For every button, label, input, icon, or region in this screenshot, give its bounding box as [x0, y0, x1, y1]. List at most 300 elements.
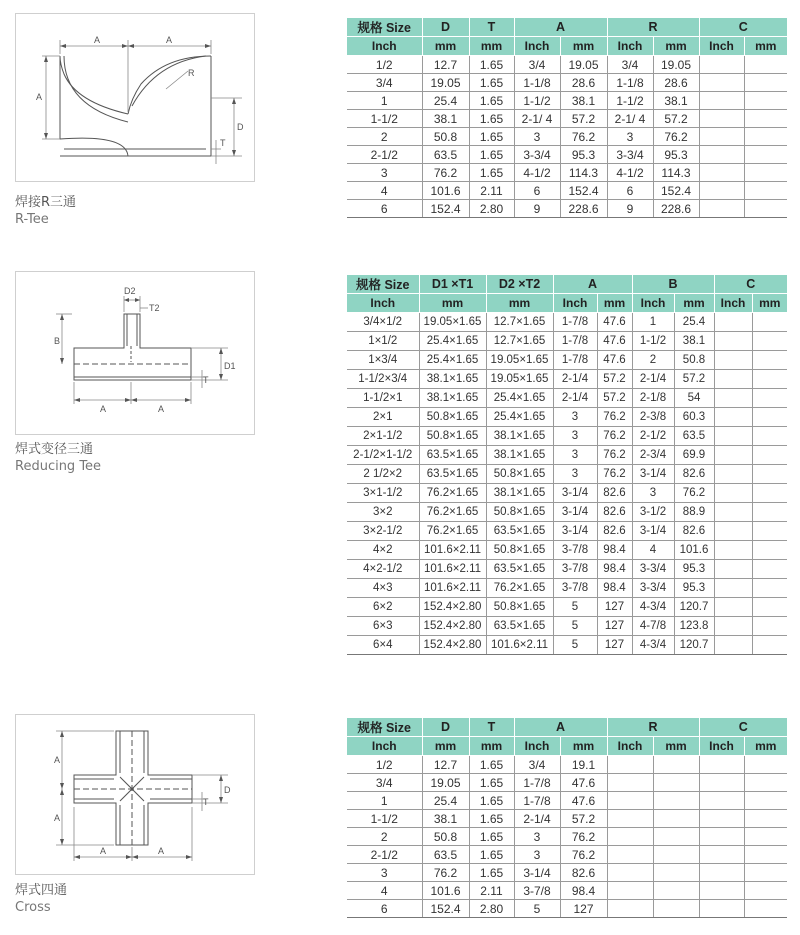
- table-cell: 2-1/4: [632, 370, 674, 389]
- table-cell: [744, 846, 787, 864]
- table-cell: [699, 810, 744, 828]
- table-cell: 6: [607, 182, 653, 200]
- dim-label-t: T: [220, 138, 226, 148]
- table-cell: 38.1×1.65: [486, 427, 553, 446]
- dim-label-r: R: [188, 68, 195, 78]
- header-a: A: [514, 18, 607, 37]
- table-row: [347, 598, 787, 617]
- dim-label-a4: A: [158, 846, 165, 856]
- unit-cell: Inch: [514, 737, 560, 756]
- table-cell: 152.4: [653, 182, 699, 200]
- table-row: [347, 389, 787, 408]
- dim-label-a2: A: [166, 35, 173, 45]
- table-cell: 19.1: [560, 756, 607, 774]
- table-cell: [653, 846, 699, 864]
- unit-cell: mm: [752, 294, 787, 313]
- table-cell: 1-1/2: [347, 810, 422, 828]
- table-cell: [714, 579, 752, 598]
- dim-label-d: D: [224, 785, 231, 795]
- table-cell: 2: [347, 128, 422, 146]
- header-d2t2: D2 ×T2: [486, 275, 553, 294]
- table-cell: [714, 351, 752, 370]
- table-cell: 114.3: [560, 164, 607, 182]
- unit-cell: mm: [744, 37, 787, 56]
- table-cell: 2 1/2×2: [347, 465, 419, 484]
- table-cell: 12.7: [422, 56, 469, 74]
- table-cell: 1-1/8: [607, 74, 653, 92]
- unit-cell: Inch: [347, 294, 419, 313]
- table-cell: 19.05: [422, 774, 469, 792]
- table-cell: 47.6: [597, 351, 632, 370]
- table-row: [347, 92, 787, 110]
- table-cell: 3-1/4: [553, 503, 597, 522]
- table-cell: 19.05×1.65: [419, 313, 486, 332]
- table-cell: 3/4: [347, 74, 422, 92]
- table-cell: [752, 636, 787, 655]
- table-cell: 2×1: [347, 408, 419, 427]
- table-cell: [744, 200, 787, 218]
- table-cell: 12.7×1.65: [486, 313, 553, 332]
- table-cell: [699, 56, 744, 74]
- table-row: [347, 182, 787, 200]
- table-cell: 3/4: [347, 774, 422, 792]
- header-r: R: [607, 718, 699, 737]
- r-tee-diagram: [15, 13, 255, 182]
- table-cell: 6×3: [347, 617, 419, 636]
- table-cell: 1.65: [469, 846, 514, 864]
- table-cell: [752, 541, 787, 560]
- table-row: [347, 846, 787, 864]
- table-cell: 1/2: [347, 56, 422, 74]
- table-cell: [714, 427, 752, 446]
- table-cell: 1-7/8: [514, 792, 560, 810]
- table-cell: 1-7/8: [553, 351, 597, 370]
- table-cell: 127: [597, 598, 632, 617]
- table-cell: 76.2: [597, 427, 632, 446]
- table-cell: 4-7/8: [632, 617, 674, 636]
- table-cell: 228.6: [653, 200, 699, 218]
- table-cell: 3/4: [607, 56, 653, 74]
- table-cell: 3×2: [347, 503, 419, 522]
- table-cell: 82.6: [597, 522, 632, 541]
- table-cell: 5: [553, 598, 597, 617]
- header-row: [347, 718, 787, 737]
- table-cell: 114.3: [653, 164, 699, 182]
- table-cell: [752, 332, 787, 351]
- table-cell: 2-3/8: [632, 408, 674, 427]
- table-row: [347, 370, 787, 389]
- table-cell: 120.7: [674, 598, 714, 617]
- r-tee-drawing: [16, 14, 254, 181]
- table-row: [347, 74, 787, 92]
- cross-spec-table: [347, 717, 787, 918]
- table-cell: [699, 146, 744, 164]
- table-cell: 47.6: [560, 792, 607, 810]
- table-cell: 2-1/ 4: [607, 110, 653, 128]
- table-row: [347, 200, 787, 218]
- table-cell: 57.2: [597, 389, 632, 408]
- dim-label-t2: T2: [149, 303, 160, 313]
- table-cell: 5: [514, 900, 560, 918]
- table-cell: [607, 882, 653, 900]
- table-cell: 101.6: [422, 882, 469, 900]
- table-cell: [744, 128, 787, 146]
- reducing-tee-spec-table: [347, 274, 787, 655]
- table-cell: 152.4×2.80: [419, 636, 486, 655]
- table-cell: 50.8: [422, 828, 469, 846]
- table-cell: 76.2×1.65: [419, 503, 486, 522]
- table-cell: 50.8: [674, 351, 714, 370]
- table-cell: 1-7/8: [553, 313, 597, 332]
- table-cell: 76.2: [560, 828, 607, 846]
- table-cell: [752, 389, 787, 408]
- table-cell: 152.4×2.80: [419, 617, 486, 636]
- table-cell: 50.8×1.65: [486, 465, 553, 484]
- header-size: 规格 Size: [347, 18, 422, 37]
- header-row: [347, 275, 787, 294]
- dim-label-t: T: [203, 797, 209, 807]
- table-cell: 2-1/2×1-1/2: [347, 446, 419, 465]
- table-cell: 12.7×1.65: [486, 332, 553, 351]
- table-cell: 2.80: [469, 200, 514, 218]
- table-cell: 228.6: [560, 200, 607, 218]
- table-cell: 1-1/2×3/4: [347, 370, 419, 389]
- table-cell: [714, 617, 752, 636]
- table-row: [347, 756, 787, 774]
- table-cell: 38.1×1.65: [419, 389, 486, 408]
- table-cell: [752, 465, 787, 484]
- cross-drawing: [16, 715, 254, 874]
- table-cell: 1.65: [469, 56, 514, 74]
- table-cell: [699, 200, 744, 218]
- table-cell: 60.3: [674, 408, 714, 427]
- table-row: [347, 164, 787, 182]
- table-cell: 3-1/2: [632, 503, 674, 522]
- unit-cell: Inch: [607, 737, 653, 756]
- table-cell: 76.2: [653, 128, 699, 146]
- table-cell: 50.8×1.65: [419, 408, 486, 427]
- reducing-tee-caption: [15, 441, 101, 475]
- header-t: T: [469, 18, 514, 37]
- table-cell: 2.11: [469, 882, 514, 900]
- table-cell: [607, 864, 653, 882]
- table-row: [347, 864, 787, 882]
- table-cell: 4-3/4: [632, 598, 674, 617]
- table-cell: 88.9: [674, 503, 714, 522]
- table-cell: 63.5: [422, 846, 469, 864]
- header-row: [347, 18, 787, 37]
- unit-row: [347, 294, 787, 313]
- table-cell: 76.2: [597, 446, 632, 465]
- table-cell: [699, 110, 744, 128]
- table-cell: [752, 560, 787, 579]
- unit-cell: Inch: [714, 294, 752, 313]
- table-cell: 3-7/8: [553, 579, 597, 598]
- unit-cell: mm: [422, 737, 469, 756]
- reducing-tee-diagram: [15, 271, 255, 435]
- table-cell: [744, 792, 787, 810]
- unit-cell: mm: [744, 737, 787, 756]
- header-size: 规格 Size: [347, 275, 419, 294]
- table-cell: [714, 408, 752, 427]
- unit-cell: Inch: [514, 37, 560, 56]
- table-cell: 69.9: [674, 446, 714, 465]
- table-cell: [752, 408, 787, 427]
- table-cell: [714, 370, 752, 389]
- unit-cell: mm: [653, 737, 699, 756]
- table-cell: [744, 146, 787, 164]
- table-cell: 2-1/2: [632, 427, 674, 446]
- table-cell: 101.6: [422, 182, 469, 200]
- table-cell: 3/4×1/2: [347, 313, 419, 332]
- unit-cell: Inch: [607, 37, 653, 56]
- table-cell: 6: [347, 200, 422, 218]
- table-cell: [607, 810, 653, 828]
- table-cell: [752, 351, 787, 370]
- table-cell: 3: [553, 446, 597, 465]
- table-row: [347, 465, 787, 484]
- table-cell: 98.4: [560, 882, 607, 900]
- table-cell: [699, 864, 744, 882]
- table-cell: 38.1: [653, 92, 699, 110]
- table-cell: 98.4: [597, 560, 632, 579]
- table-cell: 1: [347, 92, 422, 110]
- table-row: [347, 351, 787, 370]
- table-cell: 3: [514, 828, 560, 846]
- table-cell: 101.6: [674, 541, 714, 560]
- table-cell: 76.2×1.65: [419, 522, 486, 541]
- table-cell: [744, 756, 787, 774]
- table-cell: [699, 92, 744, 110]
- table-row: [347, 792, 787, 810]
- table-cell: 76.2: [597, 408, 632, 427]
- table-cell: [714, 560, 752, 579]
- table-cell: 1-7/8: [514, 774, 560, 792]
- table-cell: [714, 541, 752, 560]
- table-cell: 2: [632, 351, 674, 370]
- table-cell: [714, 522, 752, 541]
- table-row: [347, 427, 787, 446]
- table-cell: 38.1×1.65: [419, 370, 486, 389]
- table-cell: [714, 636, 752, 655]
- dim-label-a1: A: [100, 404, 107, 414]
- table-cell: 3: [514, 128, 560, 146]
- table-cell: 1-1/2: [632, 332, 674, 351]
- table-cell: 95.3: [560, 146, 607, 164]
- header-c: C: [699, 18, 787, 37]
- dim-label-d1: D1: [224, 361, 236, 371]
- table-cell: 38.1: [422, 810, 469, 828]
- table-cell: [744, 56, 787, 74]
- table-cell: 3: [347, 864, 422, 882]
- table-cell: 4×2: [347, 541, 419, 560]
- table-row: [347, 408, 787, 427]
- table-cell: [607, 846, 653, 864]
- table-cell: [714, 389, 752, 408]
- table-cell: [752, 522, 787, 541]
- table-cell: [607, 900, 653, 918]
- unit-cell: mm: [469, 37, 514, 56]
- header-d: D: [422, 18, 469, 37]
- table-cell: 3-3/4: [607, 146, 653, 164]
- table-cell: 3/4: [514, 56, 560, 74]
- unit-cell: Inch: [699, 37, 744, 56]
- table-cell: [714, 484, 752, 503]
- table-cell: 3-3/4: [632, 579, 674, 598]
- table-cell: 25.4: [422, 92, 469, 110]
- table-cell: 5: [553, 617, 597, 636]
- table-cell: [752, 484, 787, 503]
- table-cell: 1.65: [469, 774, 514, 792]
- table-cell: [744, 164, 787, 182]
- table-cell: [744, 110, 787, 128]
- table-cell: 101.6×2.11: [419, 541, 486, 560]
- table-cell: 38.1: [422, 110, 469, 128]
- table-cell: 1-1/8: [514, 74, 560, 92]
- table-cell: 63.5×1.65: [486, 560, 553, 579]
- table-cell: [744, 882, 787, 900]
- table-cell: [653, 828, 699, 846]
- table-cell: 6×4: [347, 636, 419, 655]
- table-cell: 152.4×2.80: [419, 598, 486, 617]
- table-cell: 98.4: [597, 579, 632, 598]
- unit-cell: mm: [469, 737, 514, 756]
- table-cell: 25.4: [674, 313, 714, 332]
- table-cell: 4-1/2: [607, 164, 653, 182]
- unit-cell: Inch: [699, 737, 744, 756]
- table-cell: 2-3/4: [632, 446, 674, 465]
- table-row: [347, 560, 787, 579]
- unit-cell: Inch: [347, 737, 422, 756]
- table-cell: 1.65: [469, 828, 514, 846]
- dim-label-a3: A: [100, 846, 107, 856]
- table-cell: 50.8: [422, 128, 469, 146]
- table-cell: 82.6: [597, 503, 632, 522]
- table-cell: 3-1/4: [553, 484, 597, 503]
- table-cell: 57.2: [653, 110, 699, 128]
- table-cell: 1.65: [469, 146, 514, 164]
- table-cell: 1: [632, 313, 674, 332]
- table-cell: 1.65: [469, 164, 514, 182]
- cross-caption: [15, 882, 67, 916]
- unit-cell: mm: [560, 37, 607, 56]
- table-row: [347, 56, 787, 74]
- table-cell: [752, 446, 787, 465]
- table-cell: 6×2: [347, 598, 419, 617]
- table-cell: [607, 774, 653, 792]
- table-cell: 4: [347, 182, 422, 200]
- table-cell: [653, 864, 699, 882]
- header-a: A: [553, 275, 632, 294]
- table-cell: 57.2: [597, 370, 632, 389]
- table-cell: [699, 164, 744, 182]
- table-cell: 1.65: [469, 92, 514, 110]
- table-cell: 38.1×1.65: [486, 446, 553, 465]
- r-tee-title-en: R-Tee: [15, 212, 49, 227]
- unit-cell: mm: [422, 37, 469, 56]
- reducing-tee-title-en: Reducing Tee: [15, 459, 102, 474]
- table-cell: 38.1: [674, 332, 714, 351]
- table-cell: 2-1/4: [553, 370, 597, 389]
- r-tee-title-cn: 焊接R三通: [15, 195, 77, 210]
- table-cell: 3: [607, 128, 653, 146]
- table-cell: 82.6: [674, 522, 714, 541]
- table-row: [347, 484, 787, 503]
- table-cell: 4-3/4: [632, 636, 674, 655]
- table-cell: 47.6: [597, 313, 632, 332]
- table-cell: 19.05×1.65: [486, 370, 553, 389]
- table-cell: 57.2: [560, 110, 607, 128]
- unit-cell: mm: [419, 294, 486, 313]
- table-cell: 95.3: [674, 560, 714, 579]
- table-cell: 3: [632, 484, 674, 503]
- table-cell: 1.65: [469, 110, 514, 128]
- table-cell: [744, 810, 787, 828]
- table-cell: 1.65: [469, 864, 514, 882]
- unit-cell: mm: [674, 294, 714, 313]
- table-cell: 2.11: [469, 182, 514, 200]
- dim-label-d2: D2: [124, 286, 136, 296]
- table-cell: 101.6×2.11: [486, 636, 553, 655]
- table-cell: 38.1: [560, 92, 607, 110]
- table-cell: 38.1×1.65: [486, 484, 553, 503]
- table-cell: [714, 598, 752, 617]
- table-cell: 50.8×1.65: [419, 427, 486, 446]
- table-cell: 76.2: [560, 128, 607, 146]
- table-cell: 3-1/4: [632, 522, 674, 541]
- table-cell: [744, 864, 787, 882]
- table-cell: 2: [347, 828, 422, 846]
- table-cell: [699, 74, 744, 92]
- unit-cell: Inch: [553, 294, 597, 313]
- reducing-tee-drawing: [16, 272, 254, 434]
- table-cell: 2-1/2: [347, 146, 422, 164]
- table-cell: 50.8×1.65: [486, 503, 553, 522]
- table-cell: 1-7/8: [553, 332, 597, 351]
- table-cell: [699, 756, 744, 774]
- table-cell: 19.05×1.65: [486, 351, 553, 370]
- table-cell: 6: [514, 182, 560, 200]
- table-row: [347, 900, 787, 918]
- table-cell: 3×2-1/2: [347, 522, 419, 541]
- table-cell: 6: [347, 900, 422, 918]
- table-cell: 123.8: [674, 617, 714, 636]
- unit-cell: mm: [486, 294, 553, 313]
- table-cell: 25.4×1.65: [486, 389, 553, 408]
- dim-label-a1: A: [94, 35, 101, 45]
- table-cell: 2.80: [469, 900, 514, 918]
- table-cell: [714, 332, 752, 351]
- table-cell: 1: [347, 792, 422, 810]
- table-cell: 98.4: [597, 541, 632, 560]
- unit-cell: mm: [653, 37, 699, 56]
- table-cell: [699, 128, 744, 146]
- table-cell: 19.05: [653, 56, 699, 74]
- table-row: [347, 882, 787, 900]
- table-cell: 3: [553, 408, 597, 427]
- table-cell: 76.2: [674, 484, 714, 503]
- table-cell: 76.2×1.65: [486, 579, 553, 598]
- table-cell: 1-1/2: [347, 110, 422, 128]
- table-cell: [653, 756, 699, 774]
- table-cell: 1-1/2: [514, 92, 560, 110]
- table-cell: [607, 756, 653, 774]
- table-row: [347, 446, 787, 465]
- table-cell: [744, 828, 787, 846]
- table-cell: 63.5×1.65: [419, 465, 486, 484]
- table-cell: 50.8×1.65: [486, 541, 553, 560]
- table-cell: 25.4: [422, 792, 469, 810]
